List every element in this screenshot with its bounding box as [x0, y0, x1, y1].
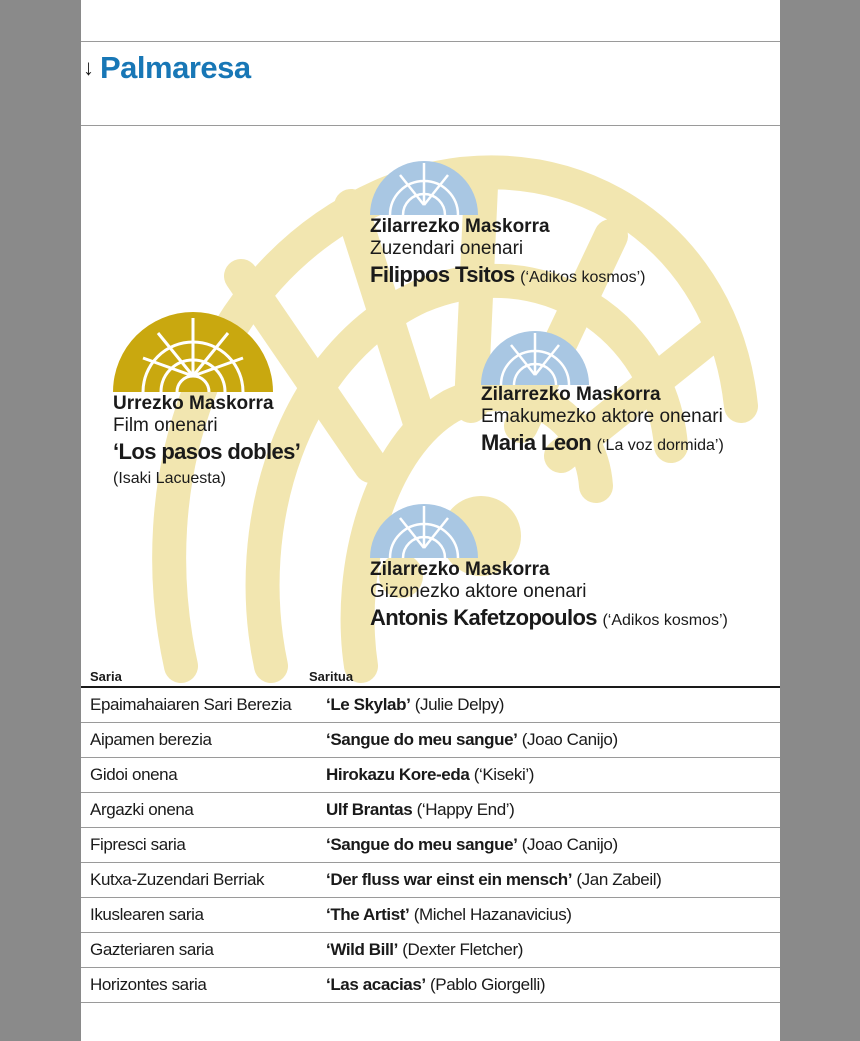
section-header [83, 50, 251, 86]
director-award-category: Zuzendari onenari [370, 238, 524, 259]
table-row [81, 723, 780, 758]
actress-award-title: Zilarrezko Maskorra [481, 384, 661, 405]
prize-winner: ‘Las acacias’ (Pablo Giorgelli) [306, 968, 780, 1003]
prize-name: Gazteriaren saria [81, 933, 306, 968]
prize-name: Fipresci saria [81, 828, 306, 863]
award-silver-director [370, 143, 645, 293]
prize-winner: ‘Sangue do meu sangue’ (Joao Canijo) [306, 828, 780, 863]
prize-name: Aipamen berezia [81, 723, 306, 758]
gold-award-winner: ‘Los pasos dobles’ [113, 439, 301, 464]
actor-award-winner: Antonis Kafetzopoulos (‘Adikos kosmos’) [370, 605, 728, 630]
director-award-winner: Filippos Tsitos (‘Adikos kosmos’) [370, 262, 646, 287]
prize-name: Kutxa-Zuzendari Berriak [81, 863, 306, 898]
director-award-title: Zilarrezko Maskorra [370, 216, 550, 237]
gold-award-director: (Isaki Lacuesta) [113, 470, 226, 487]
column-header-prize: Saria [81, 662, 306, 687]
award-silver-actress [481, 313, 724, 461]
page-title: Palmaresa [100, 50, 251, 85]
prize-name: Argazki onena [81, 793, 306, 828]
prize-winner: ‘Der fluss war einst ein mensch’ (Jan Zabeil) [306, 863, 780, 898]
prize-winner: ‘The Artist’ (Michel Hazanavicius) [306, 898, 780, 933]
actress-award-category: Emakumezko aktore onenari [481, 406, 723, 427]
table-row [81, 968, 780, 1003]
actor-award-title: Zilarrezko Maskorra [370, 559, 550, 580]
prize-name: Ikuslearen saria [81, 898, 306, 933]
award-silver-actor [370, 486, 728, 636]
column-header-winner: Saritua [306, 662, 780, 687]
table-row [81, 828, 780, 863]
actress-award-winner: Maria Leon (‘La voz dormida’) [481, 430, 724, 455]
prize-name: Gidoi onena [81, 758, 306, 793]
prize-winner: ‘Le Skylab’ (Julie Delpy) [306, 687, 780, 723]
prize-winner: ‘Sangue do meu sangue’ (Joao Canijo) [306, 723, 780, 758]
table-row [81, 863, 780, 898]
table-row [81, 758, 780, 793]
arrow-down-icon: ↓ [83, 55, 94, 80]
gold-award-category: Film onenari [113, 415, 218, 436]
top-divider [81, 41, 780, 42]
palmares-panel [81, 0, 780, 1041]
table-row [81, 687, 780, 723]
table-row [81, 933, 780, 968]
prize-winner: ‘Wild Bill’ (Dexter Fletcher) [306, 933, 780, 968]
gold-award-title: Urrezko Maskorra [113, 393, 274, 414]
prize-name: Horizontes saria [81, 968, 306, 1003]
prize-winner: Hirokazu Kore-eda (‘Kiseki’) [306, 758, 780, 793]
table-row [81, 793, 780, 828]
table-header-row [81, 662, 780, 687]
actor-award-category: Gizonezko aktore onenari [370, 581, 587, 602]
awards-hero [81, 126, 780, 686]
prize-name: Epaimahaiaren Sari Berezia [81, 687, 306, 723]
prizes-table [81, 662, 780, 1003]
award-gold [113, 288, 300, 491]
prize-winner: Ulf Brantas (‘Happy End’) [306, 793, 780, 828]
table-row [81, 898, 780, 933]
